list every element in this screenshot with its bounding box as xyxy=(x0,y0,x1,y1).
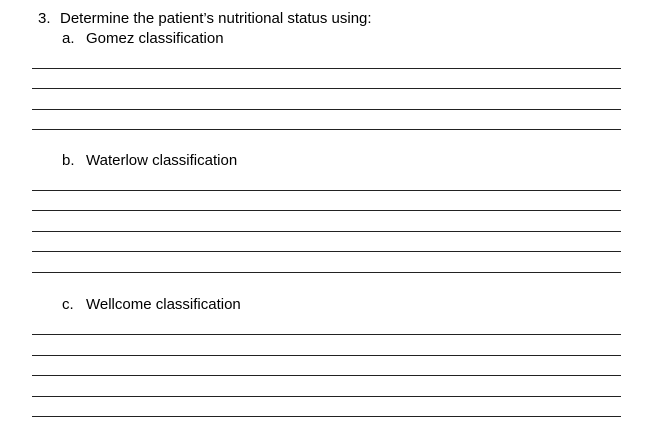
part-a-letter: a. xyxy=(62,30,75,47)
answer-line-c-5[interactable] xyxy=(32,416,621,417)
answer-line-b-3[interactable] xyxy=(32,231,621,232)
part-c-label: Wellcome classification xyxy=(86,296,241,313)
part-a-heading xyxy=(62,30,224,48)
answer-line-a-1[interactable] xyxy=(32,68,621,69)
answer-line-a-3[interactable] xyxy=(32,109,621,110)
answer-line-c-3[interactable] xyxy=(32,375,621,376)
answer-line-a-2[interactable] xyxy=(32,88,621,89)
answer-line-b-5[interactable] xyxy=(32,272,621,273)
question-3 xyxy=(38,10,372,28)
part-b-letter: b. xyxy=(62,152,75,169)
part-c-letter: c. xyxy=(62,296,74,313)
answer-line-b-2[interactable] xyxy=(32,210,621,211)
part-b-label: Waterlow classification xyxy=(86,152,238,169)
answer-line-c-1[interactable] xyxy=(32,334,621,335)
answer-line-b-1[interactable] xyxy=(32,190,621,191)
answer-line-a-4[interactable] xyxy=(32,129,621,130)
question-text: Determine the patient’s nutritional status using: xyxy=(60,10,372,27)
part-a-label: Gomez classification xyxy=(86,30,224,47)
question-number: 3. xyxy=(38,10,51,27)
part-b-heading xyxy=(62,152,237,170)
answer-line-b-4[interactable] xyxy=(32,251,621,252)
part-c-heading xyxy=(62,296,241,314)
answer-line-c-2[interactable] xyxy=(32,355,621,356)
answer-line-c-4[interactable] xyxy=(32,396,621,397)
